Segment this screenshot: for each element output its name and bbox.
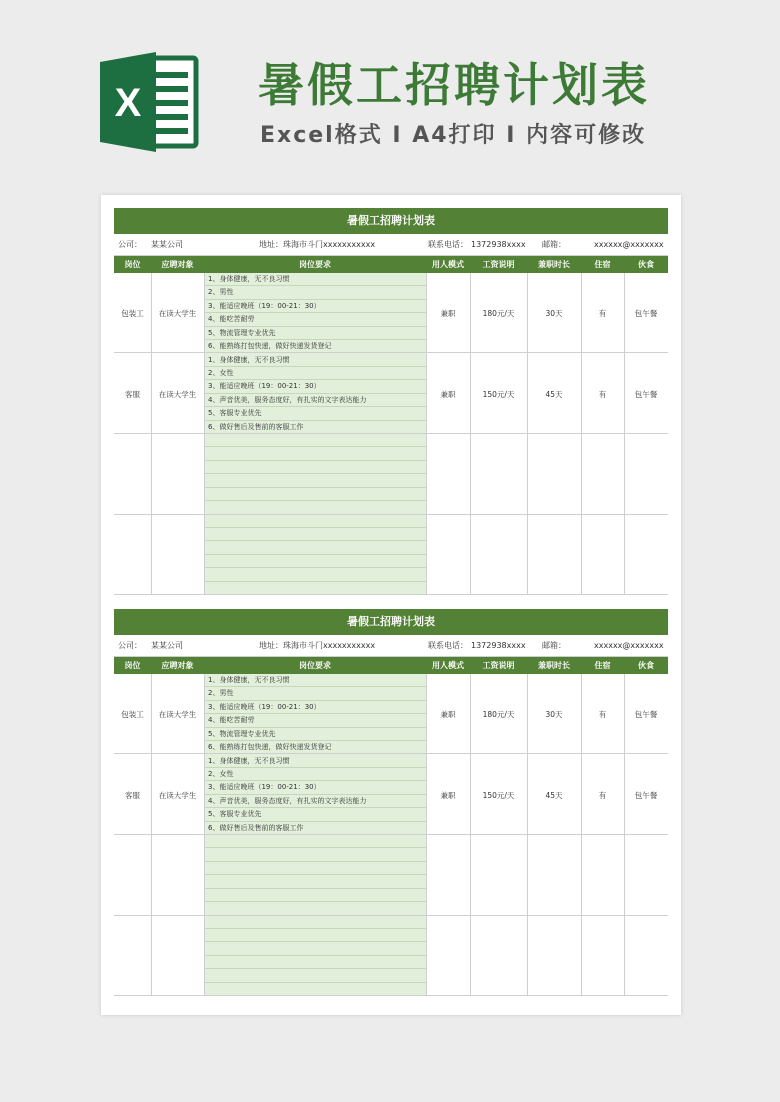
- requirement-line: 3、能适应晚班（19：00-21：30）: [204, 701, 426, 714]
- column-divider: [581, 674, 582, 996]
- requirement-line: 1、身体健康，无不良习惯: [204, 273, 426, 286]
- requirement-line: 1、身体健康，无不良习惯: [204, 354, 426, 367]
- column-header: 工资说明: [482, 260, 515, 269]
- cell-lodging: 有: [598, 389, 607, 399]
- cell-mode: 兼职: [440, 389, 456, 399]
- column-divider: [624, 273, 625, 595]
- info-row: [114, 635, 668, 657]
- cell-target: 在读大学生: [158, 790, 197, 800]
- cell-meals: 包午餐: [634, 710, 658, 719]
- column-divider: [624, 674, 625, 996]
- paper-sheet: [101, 195, 681, 1015]
- column-divider: [470, 273, 471, 595]
- requirement-line: 6、做好售后及售前的客服工作: [204, 421, 426, 434]
- table-header: [114, 256, 668, 273]
- column-divider: [581, 273, 582, 595]
- cell-mode: 兼职: [440, 710, 456, 719]
- phone-label: 联系电话：: [428, 240, 468, 249]
- requirement-line: 4、声音优美，服务态度好，有扎实的文字表达能力: [204, 795, 426, 808]
- cell-mode: 兼职: [440, 309, 456, 318]
- cell-duration: 45天: [545, 389, 563, 399]
- cell-position: 客服: [125, 790, 140, 800]
- cell-position: 客服: [125, 389, 140, 399]
- page-header: [0, 0, 780, 180]
- table-row: [114, 916, 668, 996]
- table-body: [114, 674, 668, 996]
- company-label: 公司：: [118, 240, 142, 249]
- column-header: 岗位: [124, 661, 141, 670]
- column-header: 兼职时长: [538, 260, 570, 269]
- table-row: [114, 434, 668, 515]
- requirement-line: 4、能吃苦耐劳: [204, 714, 426, 727]
- recruitment-sheet: [114, 609, 668, 996]
- requirement-line: 2、女性: [204, 367, 426, 380]
- table-body: [114, 273, 668, 595]
- column-divider: [151, 674, 152, 996]
- requirement-line: 4、能吃苦耐劳: [204, 313, 426, 326]
- address-value: 地址：珠海市斗门xxxxxxxxxxx: [259, 641, 376, 650]
- company-value: 某某公司: [151, 641, 183, 650]
- page-title: 暑假工招聘计划表: [258, 58, 650, 112]
- page-subtitle: Excel格式 I A4打印 I 内容可修改: [260, 123, 647, 148]
- cell-position: 包装工: [121, 309, 144, 318]
- logo-letter: X: [114, 81, 142, 125]
- cell-target: 在读大学生: [158, 309, 197, 318]
- column-header: 应聘对象: [161, 260, 194, 269]
- column-header: 住宿: [594, 661, 611, 670]
- recruitment-sheet: [114, 208, 668, 595]
- requirement-line: 2、男性: [204, 687, 426, 700]
- company-value: 某某公司: [151, 240, 183, 249]
- column-header: 岗位要求: [299, 661, 331, 670]
- requirement-line: 3、能适应晚班（19：00-21：30）: [204, 380, 426, 393]
- cell-position: 包装工: [121, 710, 144, 719]
- column-header: 应聘对象: [161, 661, 194, 670]
- column-header: 住宿: [594, 260, 611, 269]
- requirement-line: 1、身体健康，无不良习惯: [204, 755, 426, 768]
- requirement-line: 6、能熟练打包快递，做好快递发货登记: [204, 340, 426, 353]
- requirement-line: 6、能熟练打包快递，做好快递发货登记: [204, 741, 426, 754]
- column-header: 用人模式: [432, 661, 464, 670]
- cell-meals: 包午餐: [634, 389, 658, 399]
- column-divider: [527, 674, 528, 996]
- phone-value: 1372938xxxx: [471, 240, 526, 249]
- column-divider: [151, 273, 152, 595]
- cell-target: 在读大学生: [158, 710, 197, 719]
- requirement-line: 1、身体健康，无不良习惯: [204, 674, 426, 687]
- cell-meals: 包午餐: [634, 309, 658, 318]
- email-value: xxxxxx@xxxxxxx: [594, 240, 664, 249]
- column-header: 岗位要求: [299, 260, 331, 269]
- info-row: [114, 234, 668, 256]
- column-divider: [470, 674, 471, 996]
- phone-label: 联系电话：: [428, 641, 468, 650]
- column-header: 伙食: [638, 260, 654, 269]
- cell-duration: 45天: [545, 790, 563, 800]
- requirement-line: 5、物流管理专业优先: [204, 327, 426, 340]
- column-divider: [204, 273, 205, 595]
- cell-salary: 180元/天: [482, 309, 515, 318]
- requirement-line: 5、客服专业优先: [204, 808, 426, 821]
- excel-logo-icon: [100, 50, 200, 154]
- email-value: xxxxxx@xxxxxxx: [594, 641, 664, 650]
- cell-salary: 180元/天: [482, 710, 515, 719]
- cell-lodging: 有: [598, 710, 607, 719]
- cell-duration: 30天: [545, 309, 563, 318]
- requirement-line: 5、客服专业优先: [204, 407, 426, 420]
- address-value: 地址：珠海市斗门xxxxxxxxxxx: [259, 240, 376, 249]
- company-label: 公司：: [118, 641, 142, 650]
- cell-lodging: 有: [598, 309, 607, 318]
- requirement-line: 2、女性: [204, 768, 426, 781]
- cell-duration: 30天: [545, 710, 563, 719]
- column-header: 伙食: [638, 661, 654, 670]
- cell-mode: 兼职: [440, 790, 456, 800]
- phone-value: 1372938xxxx: [471, 641, 526, 650]
- column-divider: [426, 674, 427, 996]
- column-divider: [527, 273, 528, 595]
- table-header: [114, 657, 668, 674]
- column-header: 岗位: [124, 260, 141, 269]
- cell-meals: 包午餐: [634, 790, 658, 800]
- table-row: [114, 515, 668, 595]
- requirement-line: 5、物流管理专业优先: [204, 728, 426, 741]
- requirement-line: 3、能适应晚班（19：00-21：30）: [204, 300, 426, 313]
- requirement-line: 3、能适应晚班（19：00-21：30）: [204, 781, 426, 794]
- column-header: 兼职时长: [538, 661, 570, 670]
- cell-lodging: 有: [598, 790, 607, 800]
- column-divider: [426, 273, 427, 595]
- requirement-line: 2、男性: [204, 286, 426, 299]
- requirement-line: 4、声音优美，服务态度好，有扎实的文字表达能力: [204, 394, 426, 407]
- email-label: 邮箱：: [542, 240, 566, 249]
- column-header: 工资说明: [482, 661, 515, 670]
- cell-target: 在读大学生: [158, 389, 197, 399]
- sheet-title: 暑假工招聘计划表: [114, 208, 668, 234]
- table-row: [114, 835, 668, 916]
- requirement-line: 6、做好售后及售前的客服工作: [204, 822, 426, 835]
- cell-salary: 150元/天: [482, 389, 515, 399]
- cell-salary: 150元/天: [482, 790, 515, 800]
- sheet-title: 暑假工招聘计划表: [114, 609, 668, 635]
- column-divider: [204, 674, 205, 996]
- email-label: 邮箱：: [542, 641, 566, 650]
- column-header: 用人模式: [432, 260, 464, 269]
